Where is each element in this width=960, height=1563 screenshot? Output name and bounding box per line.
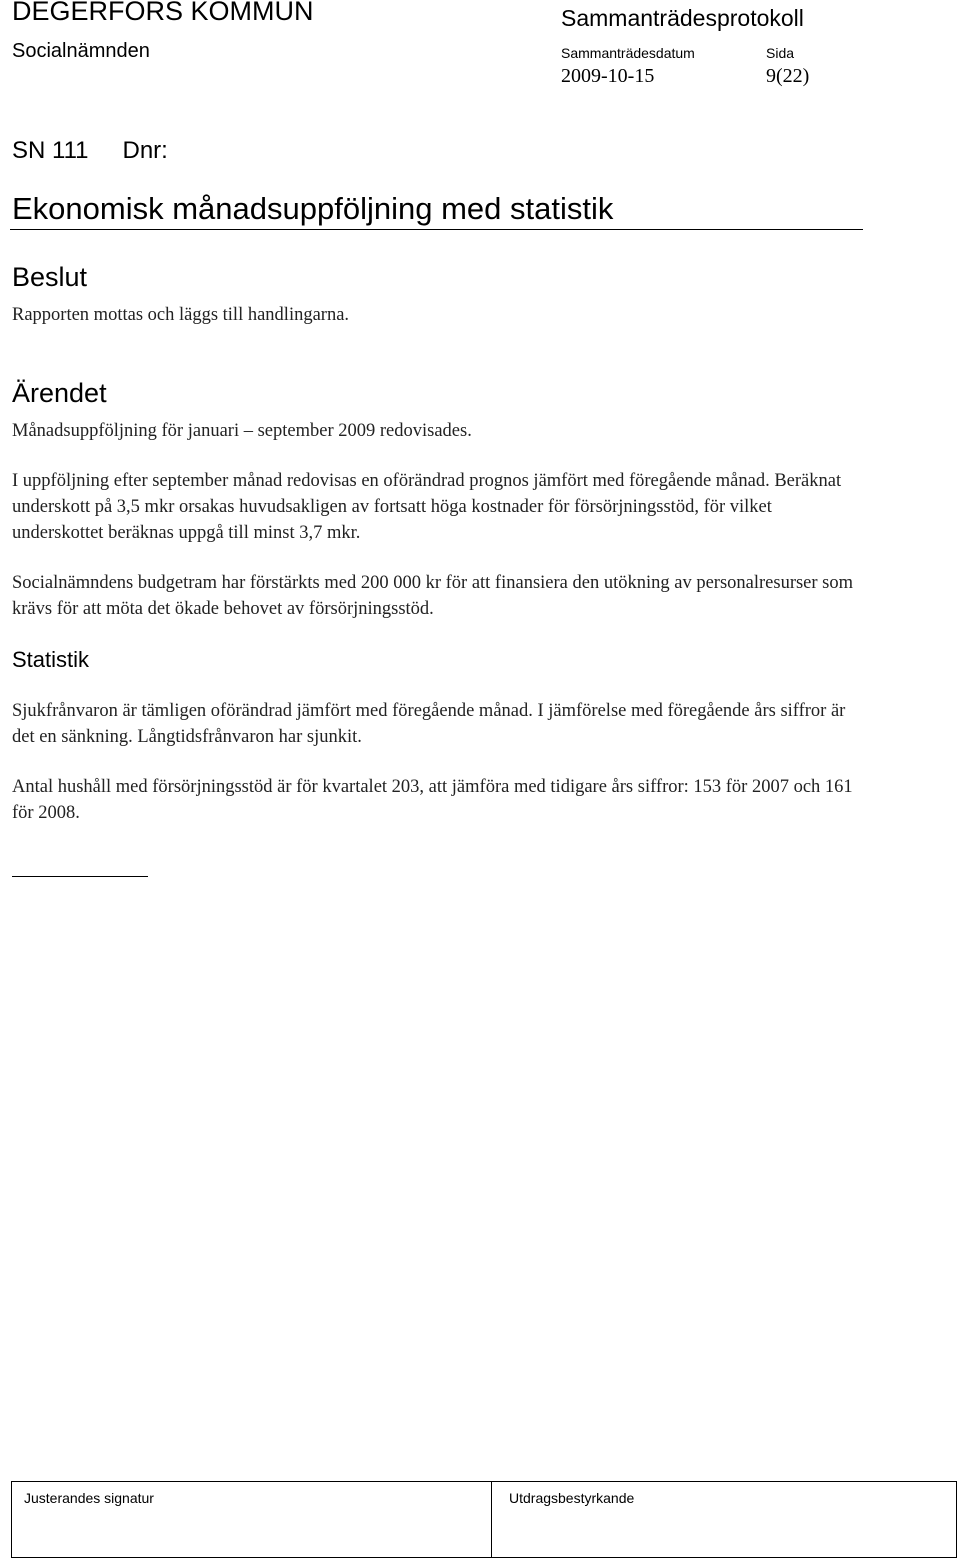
footnote-divider [12, 876, 148, 877]
dnr-label: Dnr: [122, 137, 168, 164]
beslut-heading: Beslut [12, 262, 88, 292]
signature-label: Justerandes signatur [24, 1490, 154, 1506]
statistik-heading: Statistik [12, 647, 90, 672]
meeting-date-value: 2009-10-15 [561, 65, 655, 87]
statistik-paragraph: Sjukfrånvaron är tämligen oförändrad jämfört med föregående månad. I jämförelse med föregående års siffror är det en sänkning. Långtidsfrånvaron har sjunkit. [12, 701, 846, 747]
case-reference [12, 137, 168, 165]
beslut-text: Rapporten mottas och läggs till handlingarna. [12, 305, 350, 325]
department-name: Socialnämnden [12, 40, 150, 62]
arendet-paragraph: Månadsuppföljning för januari – september 2009 redovisades. [12, 421, 472, 441]
organization-name: DEGERFORS KOMMUN [12, 0, 314, 26]
arendet-paragraph: I uppföljning efter september månad redovisas en oförändrad prognos jämfört med föregående månad. Beräknat underskott på 3,5 mkr orsakas huvudsakligen av fortsatt höga kostnader för försörjningsstöd, för vilket underskottet beräknas uppgå till minst 3,7 mkr. [12, 471, 842, 543]
title-underline [10, 229, 863, 230]
certification-label: Utdragsbestyrkande [509, 1490, 635, 1506]
page-label: Sida [766, 45, 795, 61]
meeting-date-label: Sammanträdesdatum [561, 45, 695, 61]
page-number: 9(22) [766, 65, 810, 87]
signature-box-divider [491, 1482, 492, 1557]
document-type: Sammanträdesprotokoll [561, 5, 804, 31]
arendet-paragraph: Socialnämndens budgetram har förstärkts med 200 000 kr för att finansiera den utökning av personalresurser som krävs för att möta det ökade behovet av försörjningsstöd. [12, 573, 854, 619]
signature-box [11, 1481, 957, 1558]
page-title: Ekonomisk månadsuppföljning med statistik [12, 191, 614, 226]
case-number: SN 111 [12, 137, 89, 164]
statistik-paragraph: Antal hushåll med försörjningsstöd är för kvartalet 203, att jämföra med tidigare års siffror: 153 för 2007 och 161 för 2008. [12, 777, 853, 823]
arendet-heading: Ärendet [12, 378, 107, 408]
